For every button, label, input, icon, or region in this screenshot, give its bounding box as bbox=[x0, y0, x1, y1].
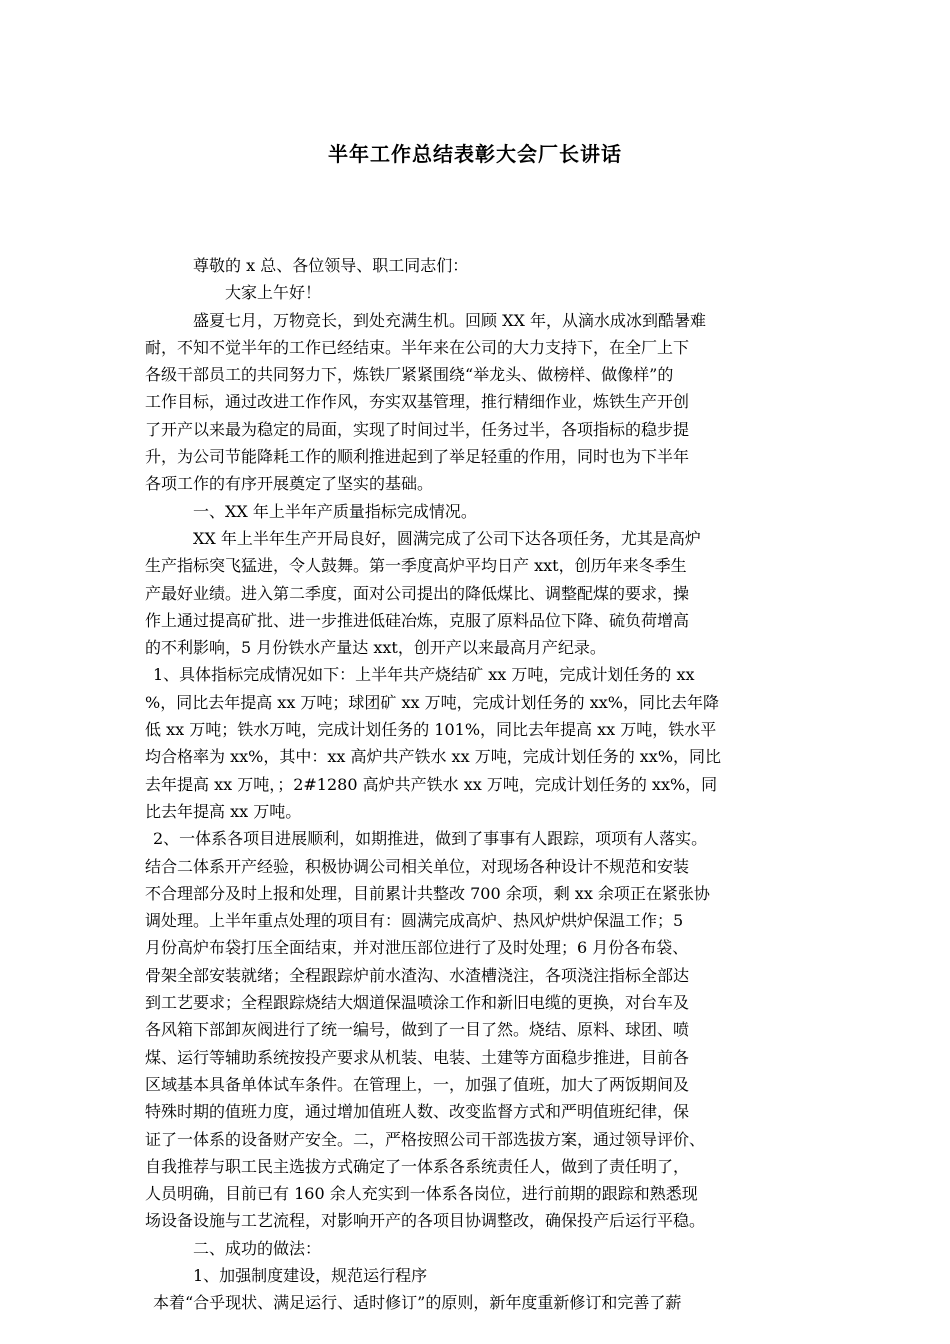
text-line: 2、一体系各项目进展顺利，如期推进，做到了事事有人跟踪，项项有人落实。 bbox=[153, 829, 708, 849]
text-line: 调处理。上半年重点处理的项目有：圆满完成高炉、热风炉烘炉保温工作；5 bbox=[145, 911, 684, 931]
text-line: 均合格率为 xx%，其中：xx 高炉共产铁水 xx 万吨，完成计划任务的 xx%，同比 bbox=[145, 747, 722, 767]
text-line: 本着“合乎现状、满足运行、适时修订”的原则，新年度重新修订和完善了薪 bbox=[153, 1293, 682, 1313]
text-line: 大家上午好！ bbox=[225, 283, 322, 303]
text-line: 证了一体系的设备财产安全。二，严格按照公司干部选拔方案，通过领导评价、 bbox=[145, 1129, 706, 1149]
text-line: 耐，不知不觉半年的工作已经结束。半年来在公司的大力支持下，在全厂上下 bbox=[145, 337, 690, 357]
text-line: 作上通过提高矿批、进一步推进低硅冶炼，克服了原料品位下降、硫负荷增高 bbox=[145, 610, 690, 630]
text-line: %，同比去年提高 xx 万吨；球团矿 xx 万吨，完成计划任务的 xx%，同比去年降 bbox=[145, 692, 719, 712]
text-line: 骨架全部安装就绪；全程跟踪炉前水渣沟、水渣槽浇注，各项浇注指标全部达 bbox=[145, 965, 690, 985]
text-line: 比去年提高 xx 万吨。 bbox=[145, 801, 302, 821]
text-line: 盛夏七月，万物竞长，到处充满生机。回顾 XX 年，从滴水成冰到酷暑难 bbox=[193, 310, 706, 330]
text-line: XX 年上半年生产开局良好，圆满完成了公司下达各项任务，尤其是高炉 bbox=[193, 528, 701, 548]
section-heading: 一、XX 年上半年产质量指标完成情况。 bbox=[193, 501, 477, 521]
text-line: 各项工作的有序开展奠定了坚实的基础。 bbox=[145, 474, 434, 494]
subsection-heading: 1、加强制度建设，规范运行程序 bbox=[193, 1265, 428, 1285]
text-line: 自我推荐与职工民主选拔方式确定了一体系各系统责任人，做到了责任明了， bbox=[145, 1156, 690, 1176]
text-line: 结合二体系开产经验，积极协调公司相关单位，对现场各种设计不规范和安装 bbox=[145, 856, 690, 876]
text-line: 1、具体指标完成情况如下：上半年共产烧结矿 xx 万吨，完成计划任务的 xx bbox=[153, 665, 695, 685]
text-line: 工作目标，通过改进工作作风，夯实双基管理，推行精细作业，炼铁生产开创 bbox=[145, 392, 690, 412]
text-line: 了开产以来最为稳定的局面，实现了时间过半，任务过半，各项指标的稳步提 bbox=[145, 419, 690, 439]
text-line: 区域基本具备单体试车条件。在管理上，一，加强了值班，加大了两饭期间及 bbox=[145, 1074, 690, 1094]
text-line: 各级干部员工的共同努力下，炼铁厂紧紧围绕“举龙头、做榜样、做像样”的 bbox=[145, 365, 674, 385]
text-line: 生产指标突飞猛进，令人鼓舞。第一季度高炉平均日产 xxt，创历年来冬季生 bbox=[145, 556, 687, 576]
text-line: 煤、运行等辅助系统按投产要求从机装、电装、土建等方面稳步推进，目前各 bbox=[145, 1047, 690, 1067]
text-line: 产最好业绩。进入第二季度，面对公司提出的降低煤比、调整配煤的要求，操 bbox=[145, 583, 690, 603]
text-line: 尊敬的 x 总、各位领导、职工同志们： bbox=[193, 256, 469, 275]
section-heading: 二、成功的做法： bbox=[193, 1238, 322, 1258]
text-line: 升，为公司节能降耗工作的顺利推进起到了举足轻重的作用，同时也为下半年 bbox=[145, 447, 690, 467]
document-title: 半年工作总结表彰大会厂长讲话 bbox=[328, 142, 622, 166]
text-line: 到工艺要求；全程跟踪烧结大烟道保温喷涂工作和新旧电缆的更换，对台车及 bbox=[145, 993, 690, 1013]
text-line: 特殊时期的值班力度，通过增加值班人数、改变监督方式和严明值班纪律，保 bbox=[145, 1102, 690, 1122]
text-line: 月份高炉布袋打压全面结束，并对泄压部位进行了及时处理；6 月份各布袋、 bbox=[145, 938, 689, 958]
text-line: 各风箱下部卸灰阀进行了统一编号，做到了一目了然。烧结、原料、球团、喷 bbox=[145, 1020, 690, 1040]
text-line: 去年提高 xx 万吨，；2#1280 高炉共产铁水 xx 万吨，完成计划任务的 xx%，同 bbox=[145, 774, 718, 794]
text-line: 场设备设施与工艺流程，对影响开产的各项目协调整改，确保投产后运行平稳。 bbox=[145, 1211, 706, 1231]
text-line: 的不利影响，5 月份铁水产量达 xxt，创开产以来最高月产纪录。 bbox=[145, 638, 606, 658]
text-line: 人员明确，目前已有 160 余人充实到一体系各岗位，进行前期的跟踪和熟悉现 bbox=[145, 1184, 698, 1204]
document-body bbox=[145, 252, 805, 1317]
text-line: 低 xx 万吨；铁水万吨，完成计划任务的 101%，同比去年提高 xx 万吨，铁水平 bbox=[145, 720, 717, 740]
text-line: 不合理部分及时上报和处理，目前累计共整改 700 余项，剩 xx 余项正在紧张协 bbox=[145, 883, 710, 903]
